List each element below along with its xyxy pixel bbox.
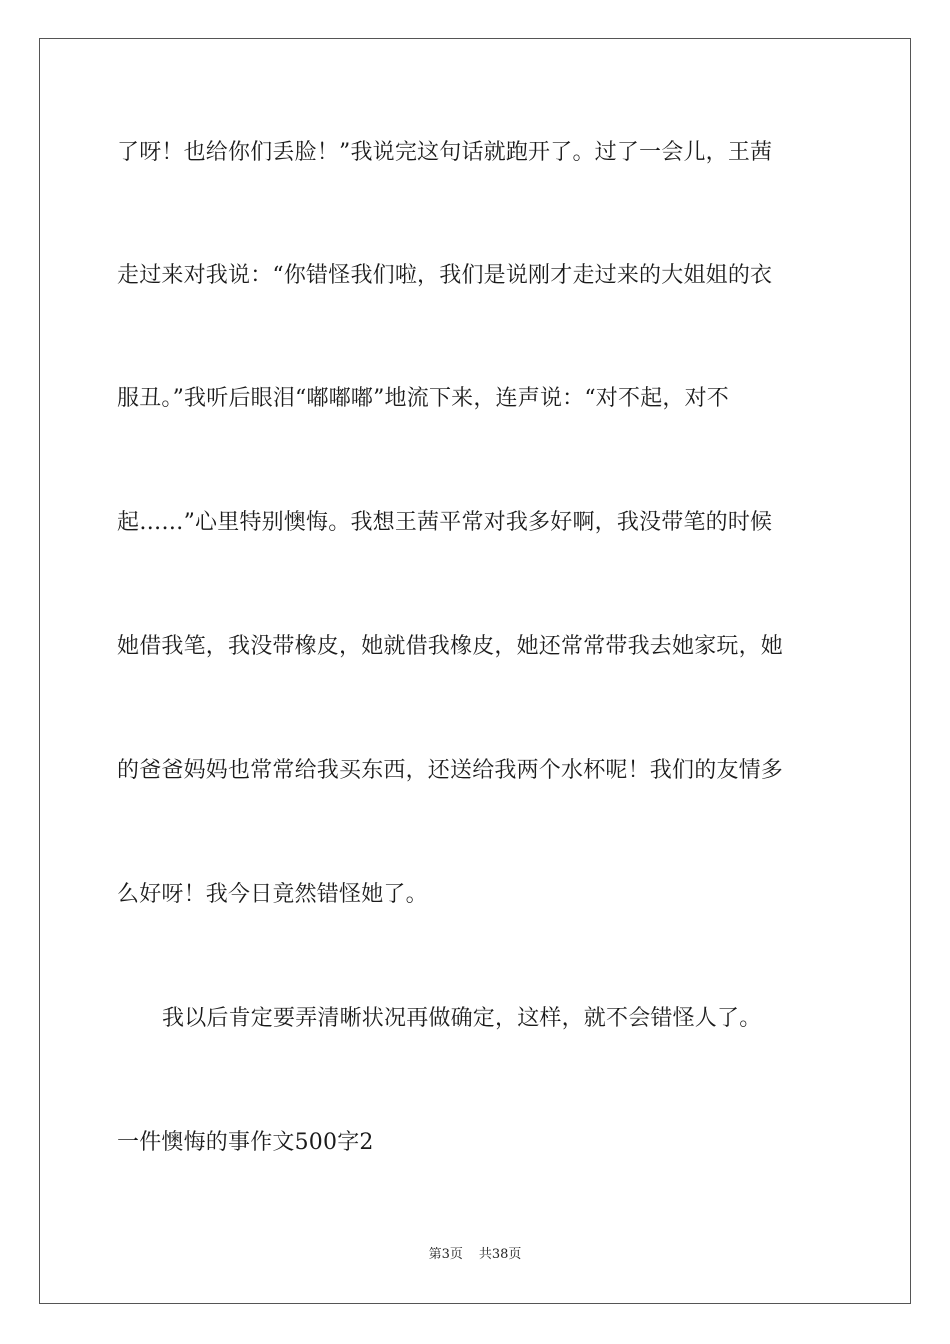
body-text-line: 走过来对我说：“你错怪我们啦，我们是说刚才走过来的大姐姐的衣 [117, 263, 773, 288]
section-heading: 一件懊悔的事作文500字2 [117, 1130, 374, 1155]
body-text-line: 了呀！也给你们丢脸！”我说完这句话就跑开了。过了一会儿，王茜 [117, 140, 773, 165]
page-footer [0, 1246, 950, 1264]
body-text-line: 服丑。”我听后眼泪“嘟嘟嘟”地流下来，连声说：“对不起，对不 [117, 386, 729, 411]
page-frame [39, 38, 911, 1304]
body-text-line: 她借我笔，我没带橡皮，她就借我橡皮，她还常常带我去她家玩，她 [117, 634, 784, 659]
body-text-line: 么好呀！我今日竟然错怪她了。 [117, 882, 428, 907]
body-text-line: 起……”心里特别懊悔。我想王茜平常对我多好啊，我没带笔的时候 [117, 510, 773, 535]
page-total: 共38页 [478, 1247, 522, 1262]
paragraph-line: 我以后肯定要弄清晰状况再做确定，这样，就不会错怪人了。 [162, 1006, 762, 1031]
body-text-line: 的爸爸妈妈也常常给我买东西，还送给我两个水杯呢！我们的友情多 [117, 758, 784, 783]
page-number: 第3页 [428, 1247, 463, 1262]
